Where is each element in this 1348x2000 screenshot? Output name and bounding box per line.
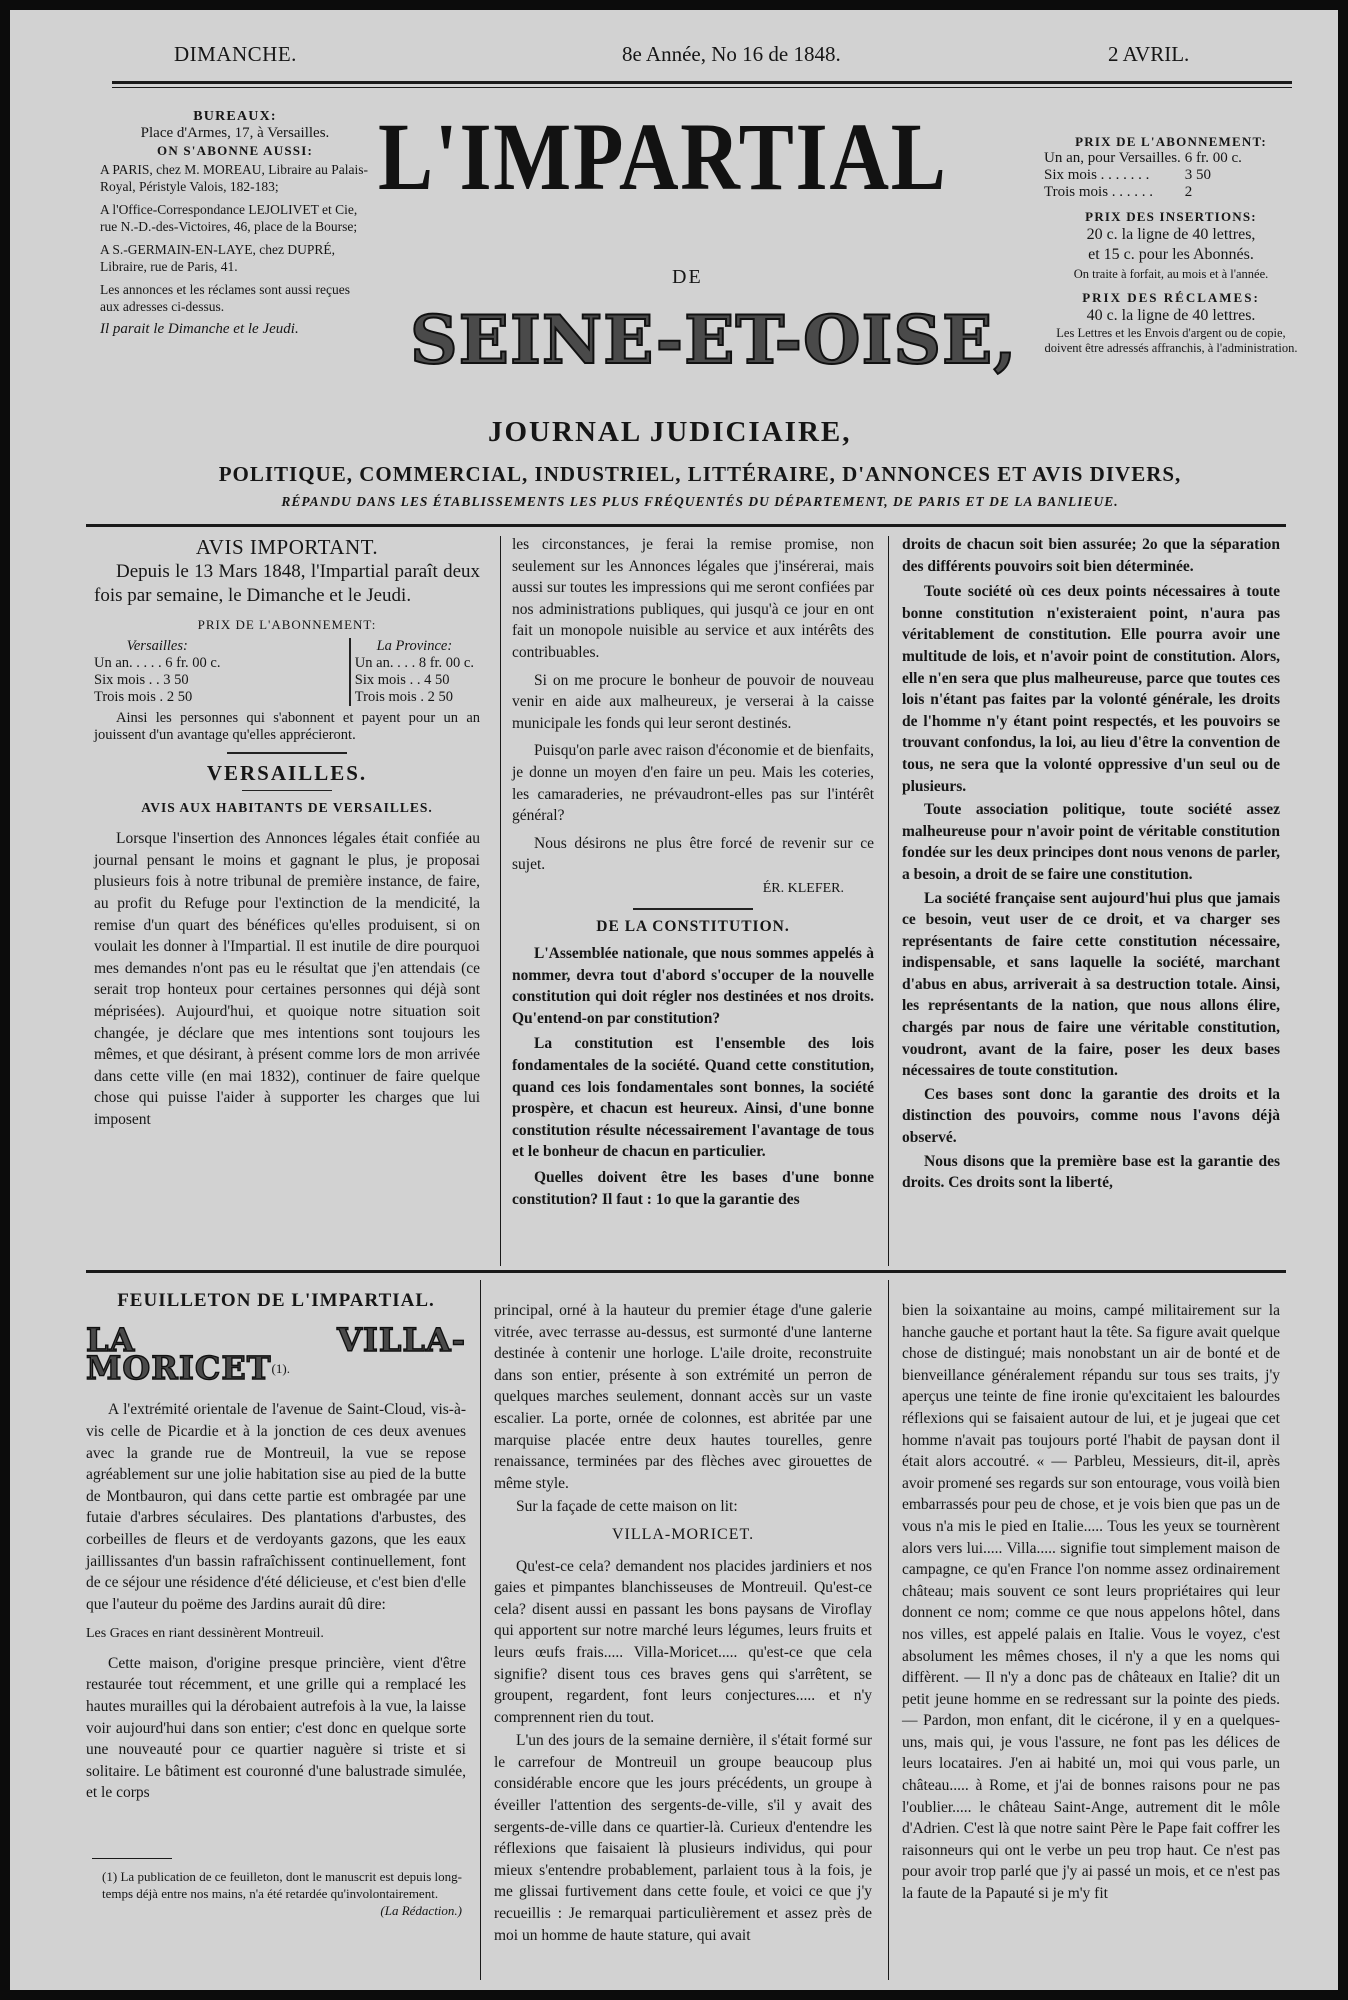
- col3-p1: droits de chacun soit bien assurée; 2o que la séparation des différents pouvoirs soit bien déterminée.: [902, 536, 1280, 575]
- header-date: 2 AVRIL.: [1108, 42, 1190, 66]
- bureaux-address: Place d'Armes, 17, à Versailles.: [140, 125, 330, 141]
- price-row: [355, 672, 474, 689]
- column-3: [902, 534, 1280, 1196]
- feuilleton-b2: Sur la façade de cette maison on lit:: [516, 1498, 738, 1516]
- footnote: [102, 1868, 462, 1919]
- masthead-line3: RÉPANDU DANS LES ÉTABLISSEMENTS LES PLUS FRÉQUENTÉS DU DÉPARTEMENT, DE PARIS ET DE LA BANLIEUE.: [281, 494, 1119, 509]
- section-rule: [227, 752, 347, 754]
- price-row-label: Un an. . . . .: [94, 654, 162, 671]
- col3-p3: Toute association politique, toute société assez malheureuse pour n'avoir point de véritable constitution fondée sur les deux principes dont nous venons de parler, a besoin, a droit de se faire une constitution.: [902, 801, 1280, 883]
- column-2: [512, 534, 874, 1212]
- forfait-text: On traite à forfait, au mois et à l'année.: [1073, 267, 1269, 281]
- abonnement-row: [1044, 167, 1246, 184]
- feuilleton-a1: A l'extrémité orientale de l'avenue de Saint-Cloud, vis-à-vis celle de Picardie et à la jonction de ces deux avenues avec la grande rue de Montreuil, la vue se repose agréablement sur une jolie habitation sise au pied de la butte de Montbauron, qui dans cette partie est ombragée par une futaie d'arbres séculaires. Des plantations d'arbustes, des corbeilles de fleurs et de verdoyants gazons, que les eaux jaillissantes d'un bassin rafraîchissent continuellement, font de ce séjour une résidence d'été délicieuse, et c'est bien d'elle que l'auteur du poëme des Jardins aurait dû dire:: [86, 1401, 466, 1613]
- masthead-line2: POLITIQUE, COMMERCIAL, INDUSTRIEL, LITTÉRAIRE, D'ANNONCES ET AVIS DIVERS,: [218, 462, 1182, 486]
- abonnement-row-price: 2: [1184, 184, 1193, 200]
- versailles-label: Versailles:: [126, 637, 188, 654]
- habitants-head: AVIS AUX HABITANTS DE VERSAILLES.: [141, 799, 433, 815]
- bureaux-paris: A PARIS, chez M. MOREAU, Libraire au Palais-Royal, Péristyle Valois, 182-183;: [100, 162, 368, 194]
- abonnement-table: [1044, 150, 1246, 201]
- price-row-label: Six mois . .: [354, 671, 421, 688]
- header-rule: [112, 81, 1292, 84]
- col2-p4: Nous désirons ne plus être forcé de revenir sur ce sujet.: [512, 834, 874, 874]
- section-rule: [633, 908, 753, 910]
- price-row-value: 8 fr. 00 c.: [418, 654, 474, 671]
- masthead-journal: JOURNAL JUDICIAIRE,: [488, 416, 852, 448]
- feuilleton-col-b: [494, 1300, 872, 1948]
- feuilleton-title-block: [86, 1321, 466, 1387]
- abonnement-row: [1044, 184, 1246, 201]
- feuilleton-title-note: (1).: [271, 1360, 290, 1376]
- masthead-subtitle: SEINE-ET-OISE,: [410, 301, 1018, 379]
- insertions-line2: et 15 c. pour les Abonnés.: [1088, 246, 1254, 263]
- masthead-de: DE: [672, 266, 703, 288]
- bureaux-subtitle: ON S'ABONNE AUSSI:: [157, 143, 313, 158]
- col2-c3: Quelles doivent être les bases d'une bonne constitution? Il faut : 1o que la garantie des: [512, 1169, 874, 1208]
- col2-p3: Puisqu'on parle avec raison d'économie et de bienfaits, je donne un moyen d'en faire un peu. Mais les coteries, les camaraderies, ne prévaudront-elles pas sur l'intérêt général?: [512, 742, 874, 825]
- abonnement-title: PRIX DE L'ABONNEMENT:: [1075, 134, 1267, 149]
- abonnement-row-label: Trois mois . . . . . .: [1044, 184, 1154, 200]
- ainsi-text: Ainsi les personnes qui s'abonnent et payent pour un an jouissent d'un avantage qu'elles apprécieront.: [94, 709, 480, 743]
- column-divider: [888, 536, 889, 1266]
- reclames-title: PRIX DES RÉCLAMES:: [1082, 290, 1260, 305]
- avis-title: AVIS IMPORTANT.: [195, 535, 379, 559]
- price-row: [355, 689, 474, 706]
- abonnement-row-price: 6 fr. 00 c.: [1184, 150, 1242, 166]
- newspaper-page: [10, 10, 1338, 1990]
- price-row-label: Trois mois .: [354, 688, 424, 705]
- price-row-value: 3 50: [163, 671, 189, 688]
- feuilleton-b3: Qu'est-ce cela? demandent nos placides jardiniers et nos gaies et pimpantes blanchisseuses de Montreuil. Qu'est-ce cela? disent aussi en passant les bons paysans de Viroflay qui apportent sur notre marché leurs légumes, leurs fruits et leurs œufs frais..... Villa-Moricet..... qu'est-ce que cela signifie? disent tous ces braves gens qui s'arrêtent, se groupent, regardent, font leurs conjectures..... et n'y comprennent rien du tout.: [494, 1557, 872, 1726]
- abonnement-row-label: Un an, pour Versailles.: [1044, 150, 1181, 166]
- header-rule-thin: [112, 87, 1292, 88]
- header-day: DIMANCHE.: [174, 42, 297, 66]
- col2-p2: Si on me procure le bonheur de pouvoir de nouveau venir en aide aux malheureux, je verserai à la caisse municipale les fonds qui leur seront destinés.: [512, 671, 874, 732]
- masthead-rule: [86, 524, 1286, 527]
- bureaux-annonces: Les annonces et les réclames sont aussi reçues aux adresses ci-dessus.: [100, 282, 351, 314]
- avis-text: Depuis le 13 Mars 1848, l'Impartial paraît deux fois par semaine, le Dimanche et le Jeudi.: [94, 561, 480, 606]
- abonnement-row-label: Six mois . . . . . . .: [1044, 167, 1150, 183]
- constitution-head: DE LA CONSTITUTION.: [596, 917, 790, 935]
- lettres-text: Les Lettres et les Envois d'argent ou de copie, doivent être adressés affranchis, à l'administration.: [1044, 326, 1298, 355]
- col2-p1: les circonstances, je ferai la remise promise, non seulement sur les Annonces légales que j'insérerai, mais aussi sur toutes les impressions qui me seront confiées par nos administrations publiques, qui jusqu'à ce jour en ont fait un monopole nuisible au service et aux intérêts des contribuables.: [512, 536, 874, 661]
- feuilleton-divider: [480, 1280, 481, 1980]
- abonnement-row: [1044, 150, 1246, 167]
- price-row-label: Trois mois .: [94, 688, 164, 705]
- feuilleton-col-a: [86, 1288, 466, 1806]
- col3-p4: La société française sent aujourd'hui plus que jamais ce besoin, veut user de ce droit, et va charger ses représentants de faire cette constitution nécessaire, indispensable, et sans laquelle la société, marchant d'abus en abus, arriverait à sa destruction totale. Ainsi, les représentants de la nation, que nous allons élire, chargés par nous de faire une véritable constitution, voudront, avant de la faire, poser les deux bases nécessaires de toute constitution.: [902, 889, 1280, 1080]
- price-row: [94, 689, 220, 706]
- price-row: [94, 672, 220, 689]
- abonnement-row-price: 3 50: [1184, 167, 1212, 183]
- footnote-signature: (La Rédaction.): [380, 1903, 462, 1918]
- bureaux-parait: Il parait le Dimanche et le Jeudi.: [100, 321, 299, 337]
- price-row-value: 2 50: [166, 688, 193, 705]
- abonnement-box: [1044, 134, 1298, 356]
- section-rule: [242, 790, 332, 791]
- bureaux-office: A l'Office-Correspondance LEJOLIVET et Cie, rue N.-D.-des-Victoires, 46, place de la Bourse;: [100, 202, 358, 234]
- column-1: [94, 534, 480, 1133]
- feuilleton-a2: Cette maison, d'origine presque princière, vient d'être restaurée tout récemment, et une grille qui a remplacé les hautes murailles qui la dérobaient autrefois à la vue, la laisse voir aujourd'hui dans son entier; c'est donc en quelque sorte une nouveauté pour ce quartier naguère si triste et si solitaire. Le bâtiment est couronné d'une balustrade simulée, et le corps: [86, 1654, 466, 1802]
- price-row-label: Six mois . .: [94, 671, 160, 688]
- price-row-label: Un an. . . .: [354, 654, 416, 671]
- price-row-value: 4 50: [424, 671, 450, 688]
- feuilleton-rule: [86, 1270, 1286, 1273]
- feuilleton-b4: L'un des jours de la semaine dernière, il s'était formé sur le carrefour de Montreuil un groupe beaucoup plus considérable encore que les jours précédents, un groupe à éveiller l'attention des sergents-de-ville, s'il y avait des sergents-de-ville dans ce quartier-là. Curieux d'entendre les réflexions que faisaient là plusieurs individus, qui pour mieux s'entendre probablement, parlaient tous à la fois, je me glissai furtivement dans cette foule, et voici ce que j'y recueillis : Je remarquai particulièrement et assez près de moi un homme de haute stature, qui avait: [494, 1732, 872, 1944]
- prix-tables: [94, 638, 474, 706]
- feuilleton-title: LA VILLA-MORICET: [86, 1321, 466, 1387]
- lorsque-text: Lorsque l'insertion des Annonces légales était confiée au journal pensant le moins et gagnant le plus, je proposai plusieurs fois à notre tribunal de première instance, de faire, au profit du Refuge pour l'extinction de la mendicité, la remise d'un quart des bénéfices qu'elles produisent, si on voulait les donner à l'Impartial. Il est inutile de dire pourquoi mes demandes n'ont pas eu le résultat que j'en attendais (ce serait trop honteux pour certaines personnes qui déjà sont méprisées). Aujourd'hui, et quoique notre situation soit changée, je déclare que mes intentions sont toujours les mêmes, et que désirant, à présent comme lors de mon arrivée dans cette ville (en mai 1832), continuer de faire quelque chose qui puisse l'aider à supporter les charges que lui imposent: [94, 830, 480, 1128]
- footnote-text: (1) La publication de ce feuilleton, dont le manuscrit est depuis long-temps déjà entre nos mains, n'a été retardée qu'involontairement.: [102, 1869, 462, 1901]
- masthead-title: L'IMPARTIAL: [378, 103, 948, 210]
- feuilleton-divider: [888, 1280, 889, 1980]
- feuilleton-c1: bien la soixantaine au moins, campé militairement sur la hanche gauche et portant haut la tête. Sa figure avait quelque chose de distingué; mais nonobstant un air de bonté et de bienveillance généralement répandu sur tous ses traits, j'y aperçus une teinte de fine ironie qu'excitaient les balourdes réflexions qui se faisaient autour de lui, et je jugeai que cet homme n'avait pas toujours porté l'habit de paysan dont il était alors accoutré. « — Parbleu, Messieurs, dit-il, après avoir promené ses regards sur son entourage, vous voilà bien embarrassés pour peu de chose, et je vois bien que pas un de vous n'a mis le pied en Italie..... Tous les yeux se tournèrent alors vers lui..... Villa..... signifie tout simplement maison de campagne, ce qu'en France l'on nomme assez ordinairement château; mais souvent ce sont leurs propriétaires qui leur donnent ce nom; comme ce que nous appelons hôtel, dans nos villes, est appelé palais en Italie. Vous le voyez, c'est absolument les mêmes choses, il n'y a que les noms qui diffèrent. — Il n'y a donc pas de châteaux en Italie? dit un petit jeune homme en se redressant sur la pointe des pieds. — Pardon, mon enfant, dit le cicérone, il y en a quelques-uns, mais qui, je vous l'assure, ne font pas les délices de leurs locataires. J'en ai habité un, moi qui vous parle, un château..... à Rome, et j'ai de bonnes raisons pour ne pas l'oublier..... le château Saint-Ange, autrement dit le môle d'Adrien. C'est là que notre saint Père le Pape fait coffrer les raisonneurs qui ont le verbe un peu trop haut. Ce n'est pas pour avoir trop parlé que j'y ai passé un mois, et ce n'est pas la faute de la Papauté si je m'y fit: [902, 1302, 1280, 1903]
- column-divider: [500, 536, 501, 1266]
- insertions-line1: 20 c. la ligne de 40 lettres,: [1086, 226, 1256, 243]
- feuilleton-b1: principal, orné à la hauteur du premier étage d'une galerie vitrée, avec terrasse au-dessus, est surmonté d'une lanterne destinée à contenir une horloge. L'aile droite, reconstruite dans son entier, présente à son extrémité un perron de quelques marches seulement, donnant accès sur un vaste escalier. La porte, ornée de colonnes, est abritée par une marquise placée entre deux hautes tourelles, genre renaissance, terminées par des flèches avec girouettes de même style.: [494, 1302, 872, 1492]
- bureaux-box: [100, 108, 370, 338]
- villa-sign: VILLA-MORICET.: [611, 1525, 755, 1543]
- bureaux-saint-germain: A S.-GERMAIN-EN-LAYE, chez DUPRÉ, Libraire, rue de Paris, 41.: [100, 242, 335, 274]
- header-issue: 8e Année, No 16 de 1848.: [622, 42, 841, 66]
- versailles-head: VERSAILLES.: [206, 760, 368, 785]
- reclames-text: 40 c. la ligne de 40 lettres.: [1086, 307, 1256, 324]
- feuilleton-head: FEUILLETON DE L'IMPARTIAL.: [117, 1290, 435, 1311]
- insertions-title: PRIX DES INSERTIONS:: [1085, 209, 1257, 224]
- col3-p5: Ces bases sont donc la garantie des droits et la distinction des pouvoirs, comme nous l'avons déjà observé.: [902, 1085, 1280, 1147]
- footnote-rule: [92, 1858, 172, 1859]
- col3-p6: Nous disons que la première base est la garantie des droits. Ces droits sont la liberté,: [902, 1152, 1280, 1192]
- price-row: [355, 655, 474, 672]
- signature: ÉR. KLEFER.: [762, 880, 844, 896]
- col2-c1: L'Assemblée nationale, que nous sommes appelés à nommer, devra tout d'abord s'occuper de la nouvelle constitution qui doit régler nos destinées et nos droits. Qu'entend-on par constitution?: [512, 945, 874, 1027]
- price-row-value: 6 fr. 00 c.: [165, 654, 221, 671]
- province-label: La Province:: [376, 637, 453, 654]
- bureaux-title: BUREAUX:: [193, 109, 277, 124]
- feuilleton-col-c: [902, 1300, 1280, 1907]
- price-row: [94, 655, 220, 672]
- province-prices: [349, 638, 474, 706]
- versailles-prices: [94, 638, 220, 706]
- price-row-value: 2 50: [427, 688, 453, 705]
- col2-c2: La constitution est l'ensemble des lois fondamentales de la société. Quand cette constitution, quand ces lois fondamentales sont bonnes, la société prospère, et chacun est heureux. Ainsi, d'une bonne constitution résulte nécessairement l'avantage de tous et le bonheur de chacun en particulier.: [512, 1035, 874, 1161]
- feuilleton-quote: Les Graces en riant dessinèrent Montreuil.: [86, 1626, 324, 1642]
- prix-title: PRIX DE L'ABONNEMENT:: [197, 617, 377, 632]
- col3-p2: Toute société où ces deux points nécessaires à toute bonne constitution n'existeraient point, n'aura pas véritablement de constitution. Elle pourra avoir une multitude de lois, et n'avoir point de constitution. Alors, elle n'en sera que plus malheureuse, parce que toutes ces lois n'étant pas faites par la volonté générale, les droits de l'homme n'y étant point respectés, et les pouvoirs se trouvant confondus, la loi, au lieu d'être la convention de tous, ne sera que la volonté oppressive d'un seul ou de plusieurs.: [902, 583, 1280, 795]
